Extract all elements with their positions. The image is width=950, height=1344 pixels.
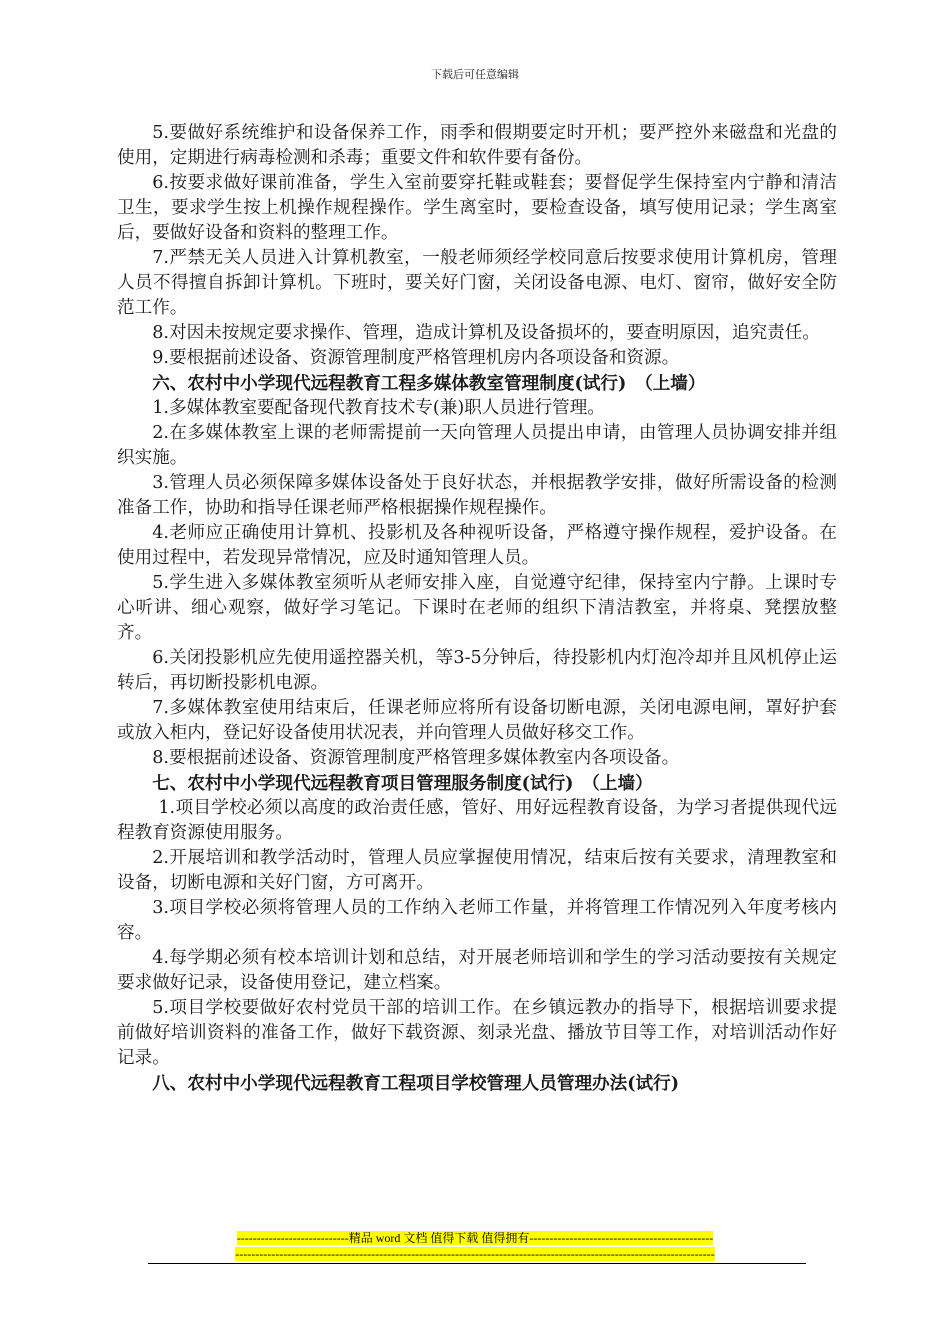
paragraph: 5.学生进入多媒体教室须听从老师安排入座，自觉遵守纪律，保持室内宁静。上课时专心听讲、细心观察，做好学习笔记。下课时在老师的组织下清洁教室，并将桌、凳摆放整齐。: [117, 573, 837, 643]
paragraph: 9.要根据前述设备、资源管理制度严格管理机房内各项设备和资源。: [152, 348, 680, 368]
footer-banner: [0, 1230, 950, 1246]
paragraph: 8.要根据前述设备、资源管理制度严格管理多媒体教室内各项设备。: [152, 748, 680, 768]
paragraph: 5.项目学校要做好农村党员干部的培训工作。在乡镇远教办的指导下，根据培训要求提前做好培训资料的准备工作，做好下载资源、刻录光盘、播放节目等工作，对培训活动作好记录。: [117, 998, 837, 1068]
section-heading: 八、农村中小学现代远程教育工程项目学校管理人员管理办法(试行): [152, 1073, 680, 1094]
footer-dashes: [0, 1246, 950, 1262]
footer-rule: [148, 1263, 806, 1264]
paragraph: 7.严禁无关人员进入计算机教室，一般老师须经学校同意后按要求使用计算机房，管理人员不得擅自拆卸计算机。下班时，要关好门窗，关闭设备电源、电灯、窗帘，做好安全防范工作。: [117, 248, 837, 318]
paragraph: 8.对因未按规定要求操作、管理，造成计算机及设备损坏的，要查明原因，追究责任。: [152, 323, 820, 343]
paragraph: 1.项目学校必须以高度的政治责任感，管好、用好远程教育设备，为学习者提供现代远程教育资源使用服务。: [117, 798, 837, 843]
paragraph: 7.多媒体教室使用结束后，任课老师应将所有设备切断电源，关闭电源电闸，罩好护套或放入柜内，登记好设备使用状况表，并向管理人员做好移交工作。: [117, 698, 837, 743]
paragraph: 6.关闭投影机应先使用遥控器关机，等3-5分钟后，待投影机内灯泡冷却并且风机停止运转后，再切断投影机电源。: [117, 648, 837, 693]
paragraph: 2.开展培训和教学活动时，管理人员应掌握使用情况，结束后按有关要求，清理教室和设备，切断电源和关好门窗，方可离开。: [117, 848, 837, 893]
paragraph: 4.每学期必须有校本培训计划和总结，对开展老师培训和学生的学习活动要按有关规定要求做好记录，设备使用登记，建立档案。: [117, 948, 837, 993]
paragraph: 1.多媒体教室要配备现代教育技术专(兼)职人员进行管理。: [152, 398, 605, 418]
section-heading: 六、农村中小学现代远程教育工程多媒体教室管理制度(试行) （上墙）: [152, 373, 706, 394]
footer-banner-text: ----------------------------精品 word 文档 值得下载 值得拥有----------------------------------------------: [236, 1231, 714, 1245]
paragraph: 6.按要求做好课前准备，学生入室前要穿托鞋或鞋套；要督促学生保持室内宁静和清洁卫生，要求学生按上机操作规程操作。学生离室时，要检查设备，填写使用记录；学生离室后，要做好设备和资料的整理工作。: [117, 173, 837, 243]
paragraph: 2.在多媒体教室上课的老师需提前一天向管理人员提出申请，由管理人员协调安排并组织实施。: [117, 423, 837, 468]
paragraph: 3.管理人员必须保障多媒体设备处于良好状态，并根据教学安排，做好所需设备的检测准备工作，协助和指导任课老师严格根据操作规程操作。: [117, 473, 837, 518]
paragraph: 4.老师应正确使用计算机、投影机及各种视听设备，严格遵守操作规程，爱护设备。在使用过程中，若发现异常情况，应及时通知管理人员。: [117, 523, 837, 568]
section-heading: 七、农村中小学现代远程教育项目管理服务制度(试行) （上墙）: [152, 773, 653, 794]
paragraph: 5.要做好系统维护和设备保养工作，雨季和假期要定时开机；要严控外来磁盘和光盘的使用，定期进行病毒检测和杀毒；重要文件和软件要有备份。: [117, 123, 837, 168]
footer-dashes-text: ------------------------------------------------------------------------------------------------------------------------: [235, 1247, 715, 1261]
page-header: 下载后可任意编辑: [431, 68, 519, 81]
paragraph: 3.项目学校必须将管理人员的工作纳入老师工作量，并将管理工作情况列入年度考核内容。: [117, 898, 837, 943]
document-body: [117, 121, 837, 1096]
